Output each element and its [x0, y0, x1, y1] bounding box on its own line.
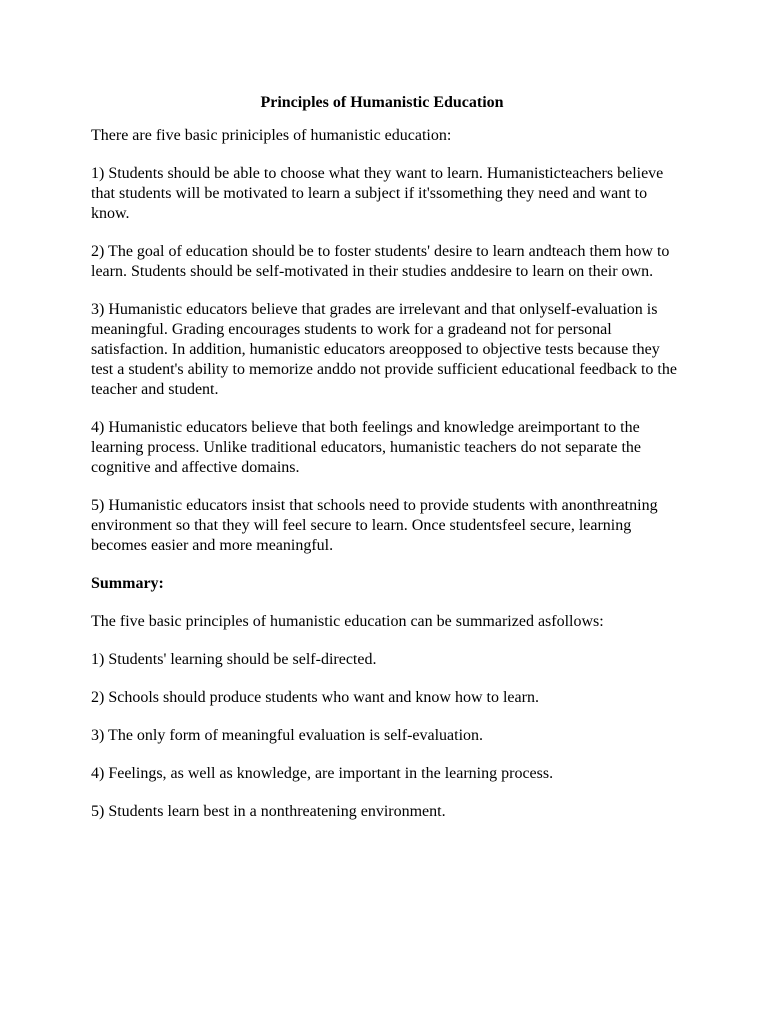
document-title: Principles of Humanistic Education: [260, 94, 504, 111]
summary-intro-paragraph: The five basic principles of humanistic education can be summarized asfollows:: [91, 613, 604, 630]
principle-4-paragraph: 4) Humanistic educators believe that both feelings and knowledge areimportant to the learning process. Unlike traditional educators, humanistic teachers do not separate the cognitive and affective domains.: [91, 419, 642, 476]
principle-1-paragraph: 1) Students should be able to choose what they want to learn. Humanisticteachers believe that students will be motivated to learn a subject if it'ssomething they need and want to know.: [91, 165, 664, 222]
summary-item-3: 3) The only form of meaningful evaluation is self-evaluation.: [91, 727, 484, 744]
summary-item-5: 5) Students learn best in a nonthreatening environment.: [91, 803, 446, 820]
document-page: [91, 93, 681, 840]
principle-3-paragraph: 3) Humanistic educators believe that grades are irrelevant and that onlyself-evaluation is meaningful. Grading encourages students to work for a gradeand not for personal satisfaction. In addition, humanistic educators areopposed to objective tests because they test a student's ability to memorize anddo not provide sufficient educational feedback to the teacher and student.: [91, 301, 677, 398]
principle-5-paragraph: 5) Humanistic educators insist that schools need to provide students with anonthreatning environment so that they will feel secure to learn. Once studentsfeel secure, learning becomes easier and more meaningful.: [91, 497, 658, 554]
summary-item-2: 2) Schools should produce students who want and know how to learn.: [91, 689, 539, 706]
principle-2-paragraph: 2) The goal of education should be to foster students' desire to learn andteach them how to learn. Students should be self-motivated in their studies anddesire to learn on their own.: [91, 243, 670, 280]
summary-item-4: 4) Feelings, as well as knowledge, are important in the learning process.: [91, 765, 554, 782]
intro-paragraph: There are five basic priniciples of humanistic education:: [91, 127, 452, 144]
summary-heading: Summary:: [91, 575, 164, 592]
summary-item-1: 1) Students' learning should be self-directed.: [91, 651, 377, 668]
